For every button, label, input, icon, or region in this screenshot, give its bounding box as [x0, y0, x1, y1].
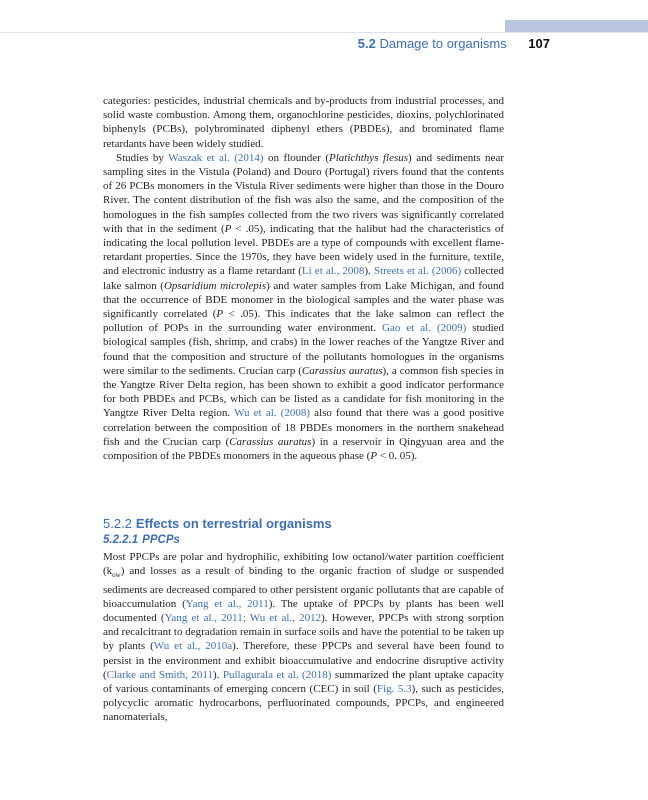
citation-link[interactable]: Wu et al., 2010a: [153, 640, 233, 653]
header-accent-bar: [505, 20, 648, 32]
section-heading-5-2-2: [103, 516, 504, 531]
species-name: Carassius auratus: [229, 435, 312, 448]
header-rule: [0, 32, 648, 33]
figure-reference-link[interactable]: Fig. 5.3: [376, 683, 412, 696]
citation-link[interactable]: Yang et al., 2011: [185, 597, 269, 610]
section-heading-number: 5.2.2: [103, 516, 132, 531]
paragraph-ppcps: Most PPCPs are polar and hydrophilic, exhibiting low octanol/water partition coefficient $(k_{ow})$ and losses as a result of binding to the organic fraction of sludge or suspended sediments are decreased compared to other persistent organic pollutants that are capable of bioaccumulation (Yang et al., 2011). The uptake of PPCPs by plants has been well documented (Yang et al., 2011; Wu et al., 2012). However, PPCPs with strong sorption and recalcitrant to degradation remain in surface soils and have the potential to be taken up by plants (Wu et al., 2010a). Therefore, these PPCPs and several have been found to persist in the environment and exhibit bioaccumulative and endocrine disruptive activity (Clarke and Smith, 2011). Pullagurala et al. (2018) summarized the plant uptake capacity of various contaminants of emerging concern (CEC) in soil (Fig. 5.3), such as pesticides, polycyclic aromatic hydrocarbons, perfluorinated compounds, PPCPs, and engineered nanomaterials,: [103, 551, 504, 724]
subsection-heading-5-2-2-1: [103, 534, 504, 546]
citation-link[interactable]: Gao et al. (2009): [382, 322, 467, 335]
section-heading-title: Effects on terrestrial organisms: [135, 516, 332, 531]
species-name: Carassius auratus: [301, 364, 383, 377]
body-text-lower: [103, 550, 504, 725]
citation-link[interactable]: Waszak et al. (2014): [168, 151, 264, 164]
citation-link[interactable]: Pullagurala et al. (2018): [222, 668, 332, 681]
subsection-heading-title: PPCPs: [142, 534, 180, 546]
citation-link[interactable]: Yang et al., 2011; Wu et al., 2012: [164, 612, 322, 624]
running-head-section-title: Damage to organisms: [379, 36, 507, 51]
citation-link[interactable]: Streets et al. (2006): [373, 265, 462, 278]
citation-link[interactable]: Clarke and Smith, 2011: [106, 668, 213, 681]
paragraph-continued: categories: pesticides, industrial chemicals and by-products from industrial processes, and solid waste combustion. Among them, organochlorine pesticides, dioxins, polychlorinated biphenyls (PCBs), polybrominated diphenyl ethers (PBDEs), and brominated flame retardants have been widely studied.: [103, 95, 504, 150]
species-name: Opsaridium microlepis: [163, 279, 267, 292]
page-number: 107: [528, 36, 550, 51]
body-text-upper: [103, 94, 504, 463]
citation-link[interactable]: Li et al., 2008: [301, 265, 365, 278]
citation-link[interactable]: Wu et al. (2008): [234, 407, 310, 420]
subsection-heading-number: 5.2.2.1: [103, 534, 139, 546]
species-name: Platichthys flesus: [328, 151, 409, 164]
running-head-section-number: 5.2: [357, 36, 376, 51]
paragraph-pops-in-fish: Studies by Waszak et al. (2014) on flounder (Platichthys flesus) and sediments near sampling sites in the Vistula (Poland) and Douro (Portugal) rivers found that the contents of 26 PCBs monomers in the Vistula River sediments were higher than those in the Douro River. The content distribution of the fish was also the same, and the composition of the homologues in the fish samples collected from the two rivers was significantly correlated with that in the sediment (P < .05), indicating that the halibut had the characteristics of indicating the local pollution level. PBDEs are a type of compounds with excellent flame-retardant properties. Since the 1970s, they have been widely used in the furniture, textile, and electronic industry as a flame retardant (Li et al., 2008). Streets et al. (2006) collected lake salmon (Opsaridium microlepis) and water samples from Lake Michigan, and found that the occurrence of BDE monomer in the biological samples and the water phase was significantly correlated (P < .05). This indicates that the lake salmon can reflect the pollution of POPs in the surrounding water environment. Gao et al. (2009) studied biological samples (fish, shrimp, and crabs) in the lower reaches of the Yangtze River and found that the composition and structure of the pollutants homologues in the organisms were similar to the sediments. Crucian carp (Carassius auratus), a common fish species in the Yangtze River Delta region, has been shown to exhibit a good indicator performance for both PBDEs and PCBs, which can be listed as a candidate for fish monitoring in the Yangtze River Delta region. Wu et al. (2008) also found that there was a good positive correlation between the composition of 18 PBDEs monomers in the northern snakehead fish and the Crucian carp (Carassius auratus) in a reservoir in Qingyuan area and the composition of the PBDEs monomers in the aqueous phase (P < 0. 05).: [103, 151, 505, 463]
running-head: [310, 36, 550, 54]
